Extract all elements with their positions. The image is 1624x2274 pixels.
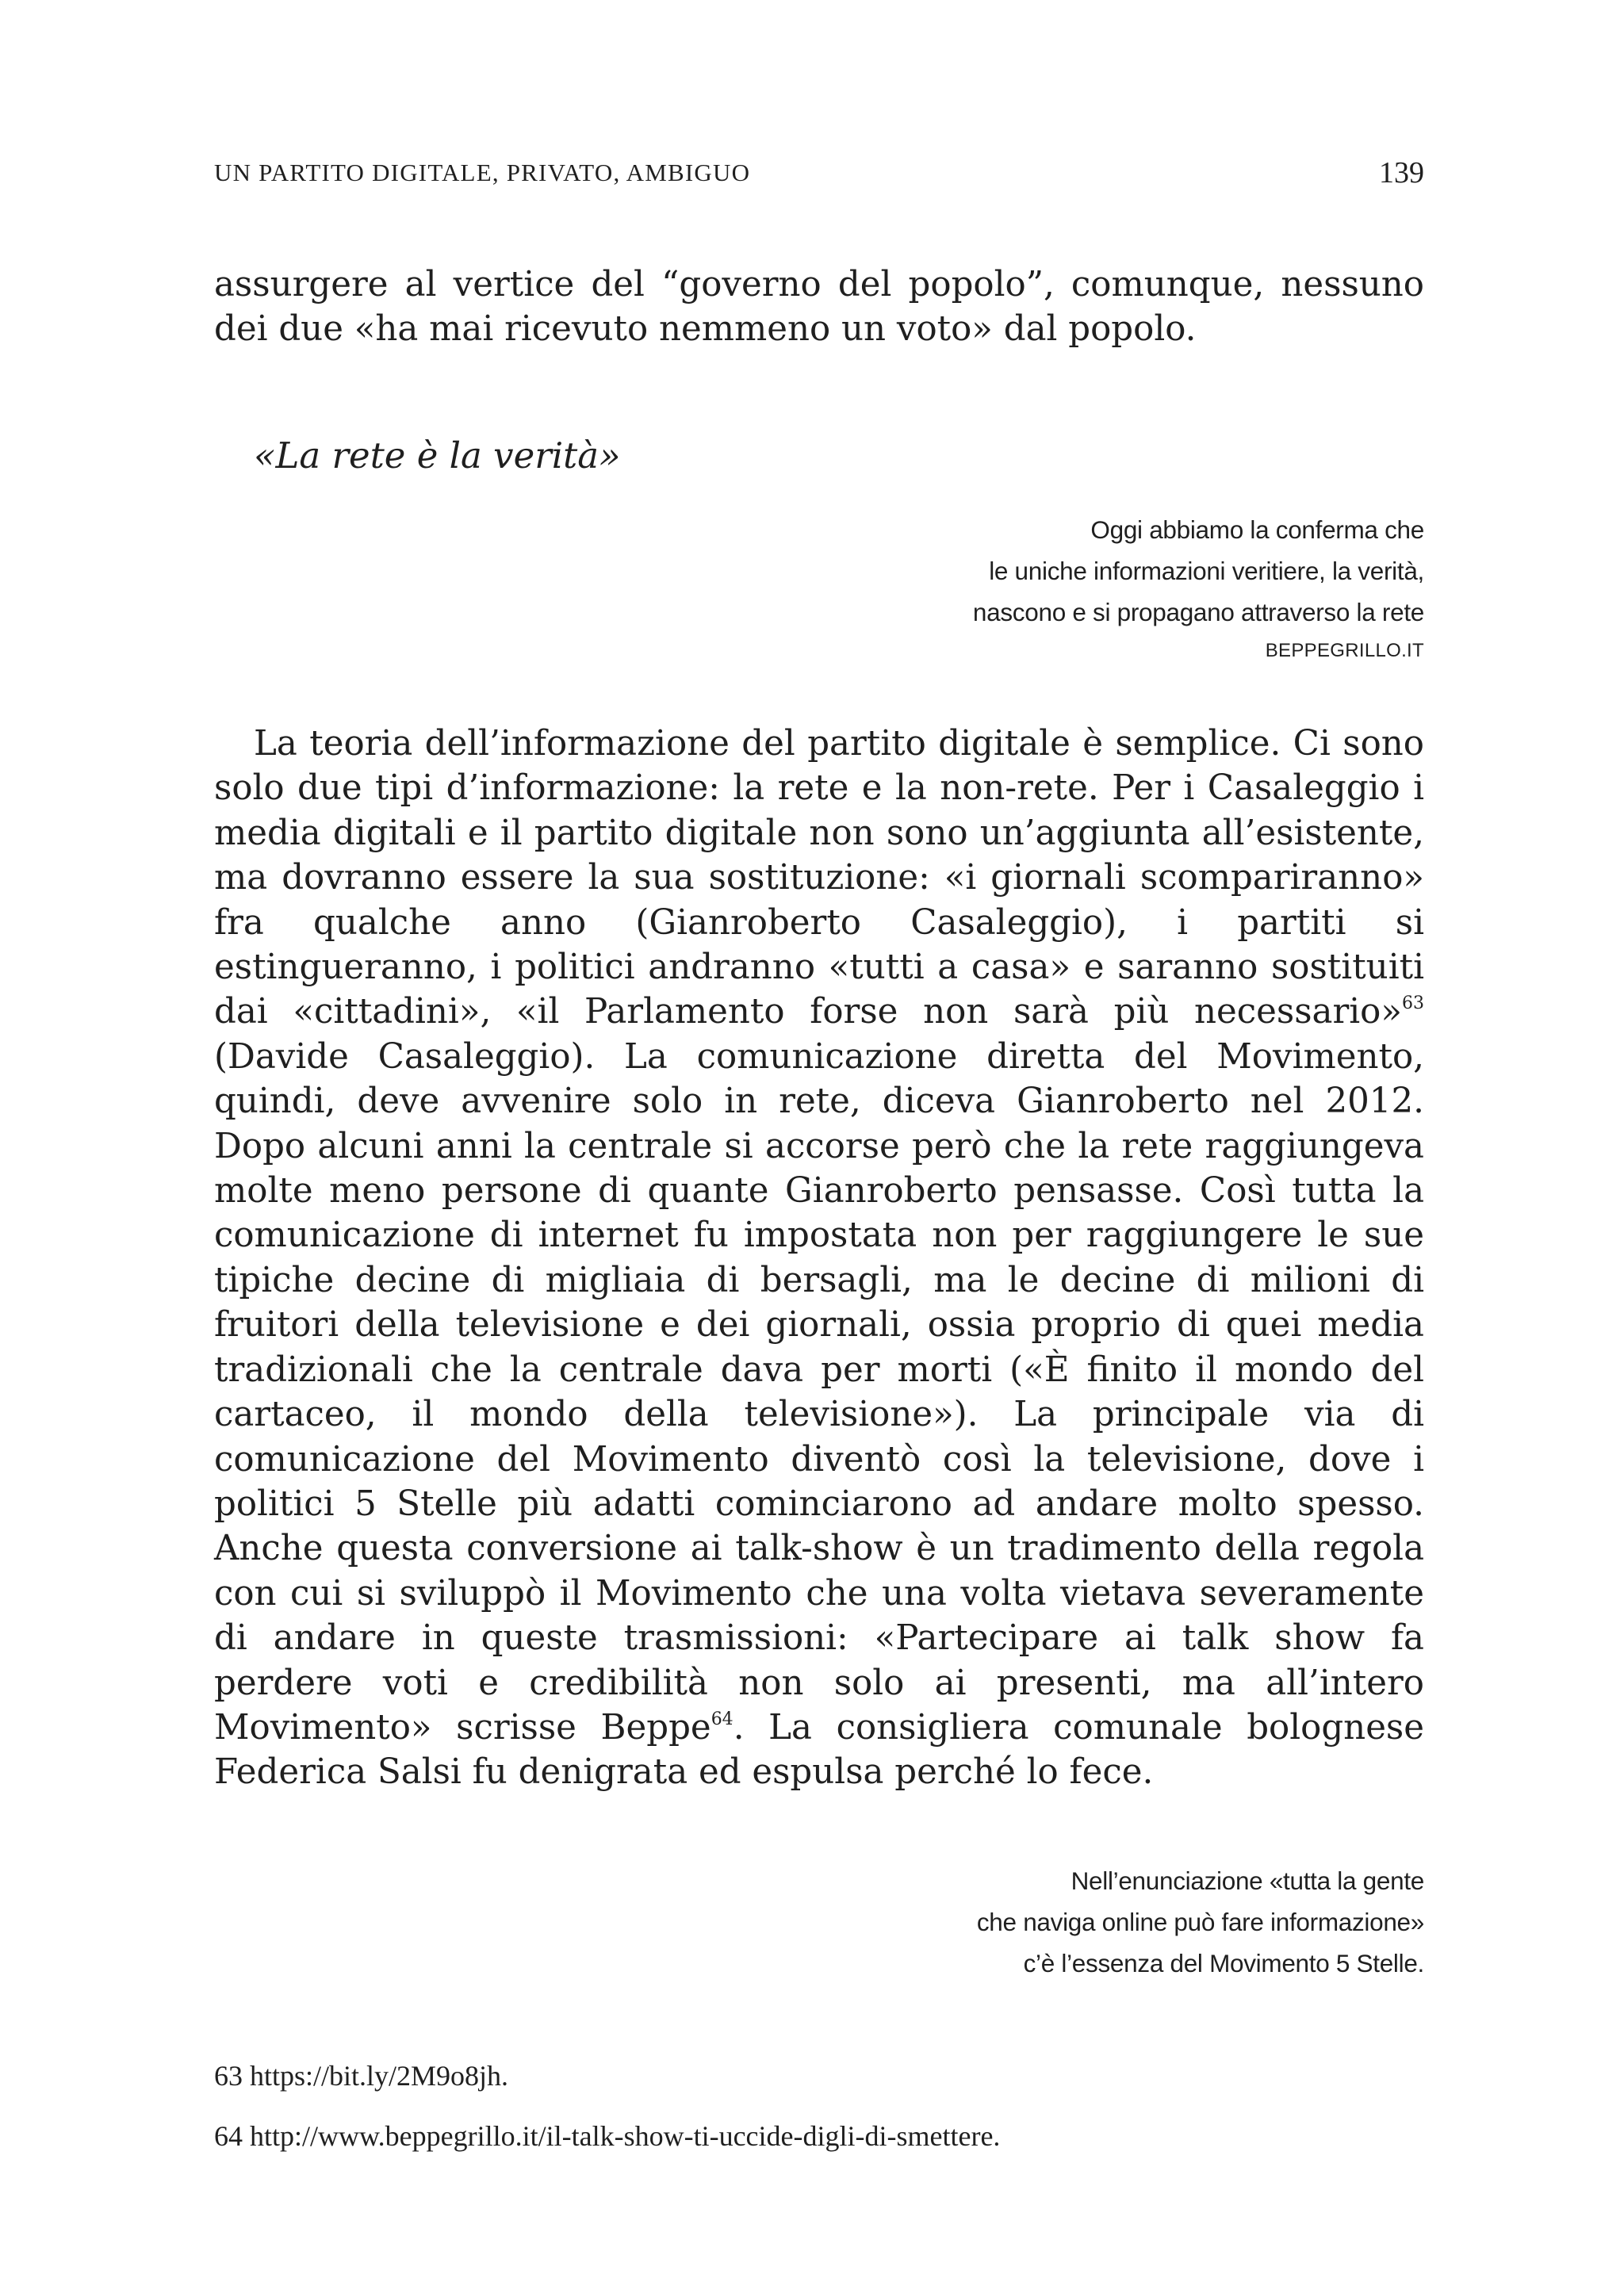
closing-quote-line: Nell’enunciazione «tutta la gente	[1071, 1866, 1424, 1895]
closing-quote	[977, 1860, 1424, 1984]
intro-paragraph: assurgere al vertice del “governo del popolo”, comunque, nessuno dei due «ha mai ricevuto nemmeno un voto» dal popolo.	[214, 265, 1424, 350]
epigraph-quote	[973, 509, 1424, 669]
epigraph-line: nascono e si propagano attraverso la rete	[972, 598, 1424, 626]
book-page	[214, 0, 1424, 2274]
main-paragraph-text: La teoria dell’informazione del partito digitale è semplice. Ci sono solo due tipi d’informazione: la rete e la non-rete. Per i Casaleggio i media digitali e il partito digitale non sono un’aggiunta all’esistente, ma dovranno essere la sua sostituzione: «i giornali scompariranno» fra qualche anno (Gianroberto Casaleggio), i partiti si estingueranno, i politici andranno «tutti a casa» e saranno sostituiti dai «cittadini», «il Parlamento forse non sarà più necessario»	[214, 724, 1424, 1032]
running-title: UN PARTITO DIGITALE, PRIVATO, AMBIGUO	[214, 159, 751, 186]
footnote-ref-64[interactable]: 64	[710, 1709, 733, 1729]
footnote-64: 64 http://www.beppegrillo.it/il-talk-show-ti-uccide-digli-di-smettere.	[214, 2120, 1001, 2152]
footnotes	[214, 2046, 1424, 2166]
epigraph-line: le uniche informazioni veritiere, la verità,	[989, 557, 1424, 585]
main-paragraph-text: (Davide Casaleggio). La comunicazione diretta del Movimento, quindi, deve avvenire solo in rete, diceva Gianroberto nel 2012. Dopo alcuni anni la centrale si accorse però che la rete raggiungeva molte meno persone di quante Gianroberto pensasse. Così tutta la comunicazione di internet fu impostata non per raggiungere le sue tipiche decine di migliaia di bersagli, ma le decine di milioni di fruitori della televisione e dei giornali, ossia proprio di quei media tradizionali che la centrale dava per morti («È finito il mondo del cartaceo, il mondo della televisione»). La principale via di comunicazione del Movimento diventò così la televisione, dove i politici 5 Stelle più adatti cominciarono ad andare molto spesso. Anche questa conversione ai talk-show è un tradimento della regola con cui si sviluppò il Movimento che una volta vietava severamente di andare in queste trasmissioni: «Partecipare ai talk show fa perdere voti e credibilità non solo ai presenti, ma all’intero Movimento» scrisse Beppe	[214, 1036, 1424, 1748]
running-head	[214, 155, 1424, 195]
epigraph-source: BEPPEGRILLO.IT	[1265, 640, 1424, 661]
epigraph-line: Oggi abbiamo la conferma che	[1090, 515, 1424, 544]
closing-quote-line: c’è l’essenza del Movimento 5 Stelle.	[1023, 1949, 1424, 1977]
main-paragraph-text: . La consigliera comunale bolognese Federica Salsi fu denigrata ed espulsa perché lo fece.	[214, 1707, 1424, 1793]
page-number: 139	[1379, 156, 1424, 190]
footnote-ref-63[interactable]: 63	[1402, 993, 1424, 1014]
closing-quote-line: che naviga online può fare informazione»	[976, 1908, 1424, 1936]
section-heading: «La rete è la verità»	[254, 435, 621, 477]
main-paragraph	[214, 722, 1424, 1795]
footnote-63: 63 https://bit.ly/2M9o8jh.	[214, 2060, 509, 2092]
